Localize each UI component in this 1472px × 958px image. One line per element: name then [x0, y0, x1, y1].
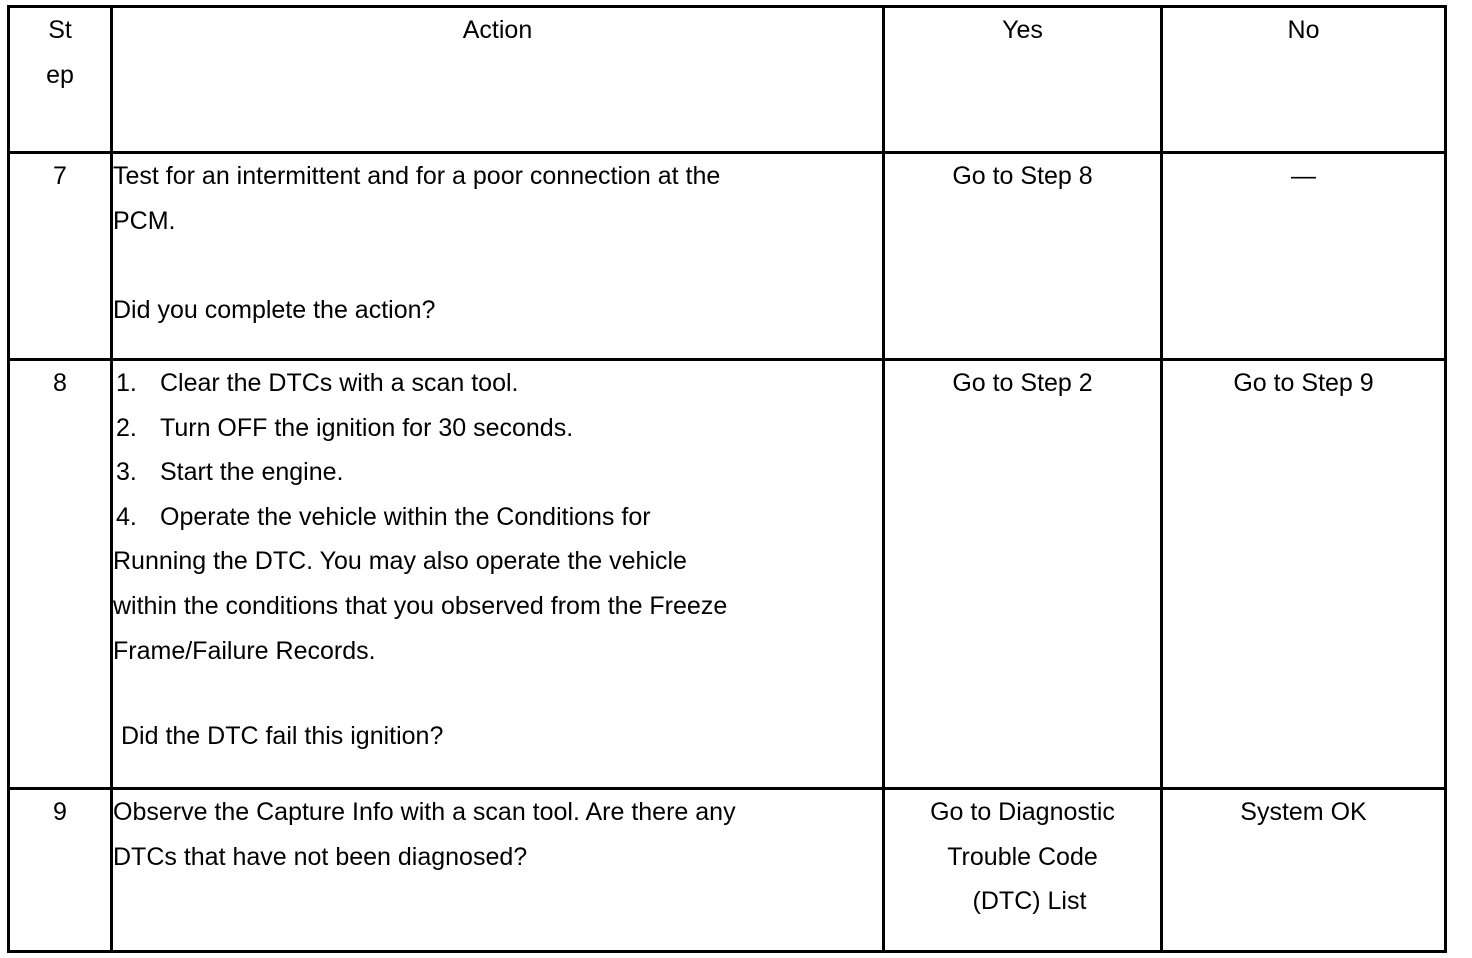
- list-item: [113, 495, 882, 540]
- list-item-text: Turn OFF the ignition for 30 seconds.: [160, 413, 574, 442]
- yes-text: (DTC) List: [972, 887, 1087, 916]
- yes-cell: [884, 789, 1162, 952]
- diagnostic-steps-table: [7, 5, 1447, 953]
- header-step: [9, 7, 112, 153]
- list-item: [113, 361, 882, 406]
- step-number: 7: [9, 153, 112, 360]
- action-text: Observe the Capture Info with a scan tool. Are there any: [113, 798, 736, 826]
- yes-text: Trouble Code: [947, 842, 1098, 871]
- header-step-line2: ep: [46, 60, 74, 89]
- step-number: 8: [9, 360, 112, 789]
- list-item-number: 4.: [116, 502, 137, 531]
- yes-cell: Go to Step 8: [884, 153, 1162, 360]
- list-item-number: 2.: [116, 413, 137, 442]
- action-cell: [112, 789, 884, 952]
- action-text: Test for an intermittent and for a poor connection at the: [113, 162, 721, 190]
- action-continuation: Running the DTC. You may also operate the vehicle: [113, 547, 687, 576]
- action-text: DTCs that have not been diagnosed?: [113, 842, 528, 871]
- diagnostic-page: [7, 5, 1444, 950]
- action-continuation: Frame/Failure Records.: [113, 636, 376, 665]
- header-no: No: [1162, 7, 1446, 153]
- step-number: 9: [9, 789, 112, 952]
- header-yes: Yes: [884, 7, 1162, 153]
- action-cell: [112, 360, 884, 789]
- table-header-row: [9, 7, 1446, 153]
- table-row-step-9: [9, 789, 1446, 952]
- yes-text: Go to Diagnostic: [930, 798, 1115, 826]
- no-cell: —: [1162, 153, 1446, 360]
- table-row-step-8: [9, 360, 1446, 789]
- header-step-line1: St: [48, 16, 72, 44]
- no-cell: Go to Step 9: [1162, 360, 1446, 789]
- action-text: PCM.: [113, 206, 176, 235]
- action-continuation: within the conditions that you observed from the Freeze: [113, 591, 728, 620]
- no-text: System OK: [1240, 798, 1367, 826]
- list-item-number: 1.: [116, 369, 137, 397]
- list-item-number: 3.: [116, 458, 137, 487]
- action-question: Did you complete the action?: [113, 295, 436, 324]
- yes-cell: Go to Step 2: [884, 360, 1162, 789]
- list-item-text: Clear the DTCs with a scan tool.: [160, 369, 519, 397]
- header-action: Action: [112, 7, 884, 153]
- list-item-text: Operate the vehicle within the Conditions for: [160, 502, 651, 531]
- no-cell: [1162, 789, 1446, 952]
- action-cell: [112, 153, 884, 360]
- list-item-text: Start the engine.: [160, 458, 344, 487]
- list-item: [113, 450, 882, 495]
- action-question: Did the DTC fail this ignition?: [121, 722, 444, 751]
- list-item: [113, 406, 882, 451]
- table-row-step-7: [9, 153, 1446, 360]
